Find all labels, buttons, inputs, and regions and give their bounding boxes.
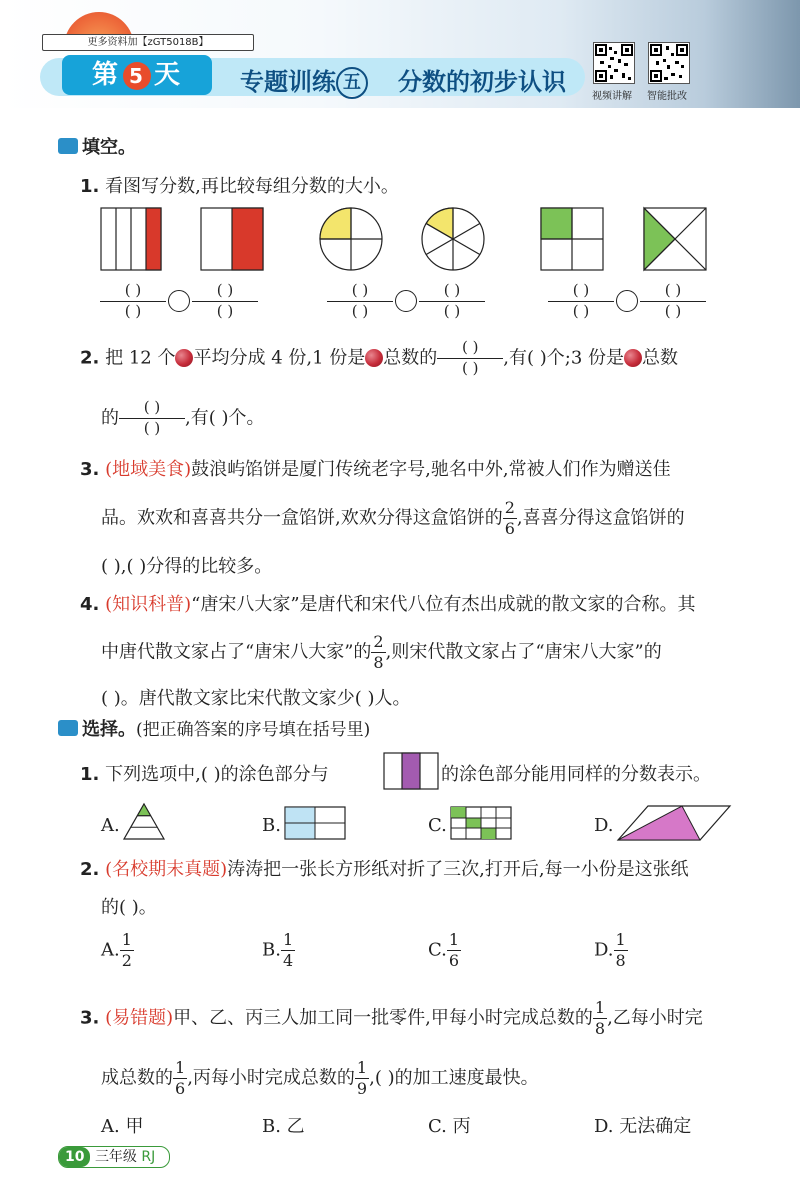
answer-fraction-blank[interactable]: ( ) ( )	[548, 283, 614, 320]
question-1-1	[80, 172, 399, 198]
question-text: ,乙每小时完	[607, 1007, 703, 1029]
option-d[interactable]: D. 无法确定	[594, 1116, 692, 1137]
compare-group-2	[327, 283, 485, 320]
square-quarters	[541, 208, 603, 270]
page-footer	[58, 1146, 170, 1168]
fraction: $\frac{2}{8}$	[373, 632, 384, 672]
reference-figure	[383, 752, 439, 790]
option-a[interactable]: A. $\frac{1}{2}$	[101, 930, 132, 970]
qr-code-video[interactable]	[593, 42, 635, 84]
question-2-1-tail: 的涂色部分能用同样的分数表示。	[441, 764, 711, 785]
section-title: 选择。	[82, 719, 136, 740]
option-b[interactable]: B. 乙	[262, 1116, 305, 1137]
question-text: 平均分成 4 份,1 份是	[193, 347, 366, 369]
option-b-rect[interactable]	[284, 806, 346, 840]
fraction: $\frac{1}{6}$	[175, 1058, 186, 1098]
ball-icon	[624, 349, 642, 367]
question-text: 鼓浪屿馅饼是厦门传统老字号,驰名中外,常被人们作为赠送佳	[191, 459, 671, 480]
option-c[interactable]: C. 丙	[428, 1116, 471, 1137]
question-text: 成总数的	[101, 1067, 173, 1089]
question-text: 涛涛把一张长方形纸对折了三次,打开后,每一小份是这张纸	[227, 859, 689, 880]
fraction: $\frac{1}{8}$	[594, 998, 606, 1038]
section-title-fill: 填空。	[82, 137, 136, 158]
option-b-label[interactable]: B.	[262, 815, 281, 836]
grade-label: 三年级	[94, 1149, 137, 1165]
question-text: 总数	[642, 347, 678, 369]
question-number: 1.	[80, 176, 100, 197]
question-1-2	[80, 340, 678, 377]
resource-pill: 更多资料加【zGT5018B】	[42, 34, 254, 51]
question-1-4-line2	[101, 634, 662, 671]
question-text: 的	[101, 407, 119, 429]
option-c-grid[interactable]	[450, 806, 512, 840]
question-number: 3.	[80, 1007, 100, 1029]
page-number: 10	[59, 1147, 90, 1167]
option-a-triangle[interactable]	[122, 802, 166, 842]
question-1-3-line2	[101, 500, 685, 537]
answer-fraction-blank[interactable]: ( ) ( )	[437, 340, 503, 377]
question-text: 甲、乙、丙三人加工同一批零件,甲每小时完成总数的	[173, 1007, 593, 1029]
fraction: $\frac{1}{9}$	[356, 1058, 368, 1098]
fraction: $\frac{1}{2}$	[121, 930, 132, 970]
question-1-2-cont	[101, 400, 265, 437]
option-d-label[interactable]: D.	[594, 815, 614, 836]
topic-number: 五	[336, 67, 368, 99]
question-number: 3.	[80, 459, 100, 480]
fraction: $\frac{2}{6}$	[504, 498, 515, 538]
compare-circle[interactable]	[616, 290, 638, 312]
question-2-2-line2: 的( )。	[101, 897, 157, 918]
qr-code-grading[interactable]	[648, 42, 690, 84]
topic-heading	[240, 62, 368, 99]
fraction: $\frac{1}{6}$	[448, 930, 460, 970]
answer-fraction-blank[interactable]: ( ) ( )	[119, 400, 185, 437]
circle-sixths	[422, 208, 484, 270]
question-number: 2.	[80, 859, 100, 880]
question-number: 1.	[80, 764, 100, 785]
question-1-4	[80, 590, 696, 616]
question-2-1	[80, 760, 329, 786]
rect-quarters	[101, 208, 161, 270]
qr-label-video: 视频讲解	[592, 91, 632, 102]
question-number: 4.	[80, 594, 100, 615]
edition-label: RJ	[141, 1149, 156, 1165]
question-text: 把 12 个	[105, 347, 176, 369]
fraction: $\frac{1}{4}$	[282, 930, 294, 970]
question-text: ,( )的加工速度最快。	[369, 1067, 539, 1089]
section-title-choice	[82, 715, 370, 741]
day-prefix: 第	[91, 60, 120, 90]
option-d[interactable]: D. $\frac{1}{8}$	[594, 930, 626, 970]
question-tag: (易错题)	[105, 1007, 174, 1029]
answer-fraction-blank[interactable]: ( ) ( )	[327, 283, 393, 320]
question-text: 中唐代散文家占了“唐宋八大家”的	[101, 641, 372, 663]
ball-icon	[365, 349, 383, 367]
circle-quarters	[320, 208, 382, 270]
section-badge-1	[58, 138, 78, 154]
fraction: $\frac{1}{8}$	[615, 930, 626, 970]
option-d-parallelogram[interactable]	[616, 804, 732, 842]
option-c-label[interactable]: C.	[428, 815, 447, 836]
question-text: 看图写分数,再比较每组分数的大小。	[105, 176, 399, 197]
question-1-3-line3: ( ),( )分得的比较多。	[101, 556, 273, 577]
ball-icon	[175, 349, 193, 367]
day-badge	[62, 55, 212, 95]
compare-group-3	[548, 283, 706, 320]
compare-circle[interactable]	[395, 290, 417, 312]
section-subtitle: (把正确答案的序号填在括号里)	[136, 720, 371, 740]
question-text: ,丙每小时完成总数的	[187, 1067, 355, 1089]
topic-label: 专题训练	[240, 68, 336, 96]
answer-fraction-blank[interactable]: ( ) ( )	[640, 283, 706, 320]
option-c[interactable]: C. $\frac{1}{6}$	[428, 930, 460, 970]
rect-halves	[201, 208, 263, 270]
question-tag: (名校期末真题)	[105, 859, 228, 880]
compare-group-1	[100, 283, 258, 320]
question-text: ,喜喜分得这盒馅饼的	[516, 507, 685, 529]
topic-title: 分数的初步认识	[398, 68, 566, 96]
question-tag: (地域美食)	[105, 459, 192, 480]
question-1-3	[80, 455, 671, 481]
day-suffix: 天	[154, 60, 183, 90]
answer-fraction-blank[interactable]: ( ) ( )	[192, 283, 258, 320]
question-text: ,则宋代散文家占了“唐宋八大家”的	[385, 641, 662, 663]
question-text: ,有( )个。	[185, 407, 265, 429]
question-tag: (知识科普)	[105, 594, 192, 615]
option-a[interactable]: A. 甲	[101, 1116, 144, 1137]
question-text: 品。欢欢和喜喜共分一盒馅饼,欢欢分得这盒馅饼的	[101, 507, 503, 529]
question-2-3-line2	[101, 1060, 539, 1097]
option-b[interactable]: B. $\frac{1}{4}$	[262, 930, 294, 970]
question-2-2	[80, 855, 689, 881]
question-number: 2.	[80, 347, 100, 369]
question-text: “唐宋八大家”是唐代和宋代八位有杰出成就的散文家的合称。其	[191, 594, 696, 615]
answer-fraction-blank[interactable]: ( ) ( )	[419, 283, 485, 320]
answer-fraction-blank[interactable]: ( ) ( )	[100, 283, 166, 320]
compare-circle[interactable]	[168, 290, 190, 312]
question-text: ,有( )个;3 份是	[503, 347, 624, 369]
square-diagonals	[644, 208, 706, 270]
question-text: 下列选项中,( )的涂色部分与	[105, 764, 329, 785]
question-text: 总数的	[383, 347, 438, 369]
question-2-3	[80, 1000, 703, 1037]
question-1-4-line3: ( )。唐代散文家比宋代散文家少( )人。	[101, 688, 411, 709]
qr-label-grading: 智能批改	[647, 91, 687, 102]
day-number: 5	[123, 62, 151, 90]
section-badge-2	[58, 720, 78, 736]
option-a-label[interactable]: A.	[101, 815, 120, 836]
fraction-figures	[95, 205, 735, 275]
